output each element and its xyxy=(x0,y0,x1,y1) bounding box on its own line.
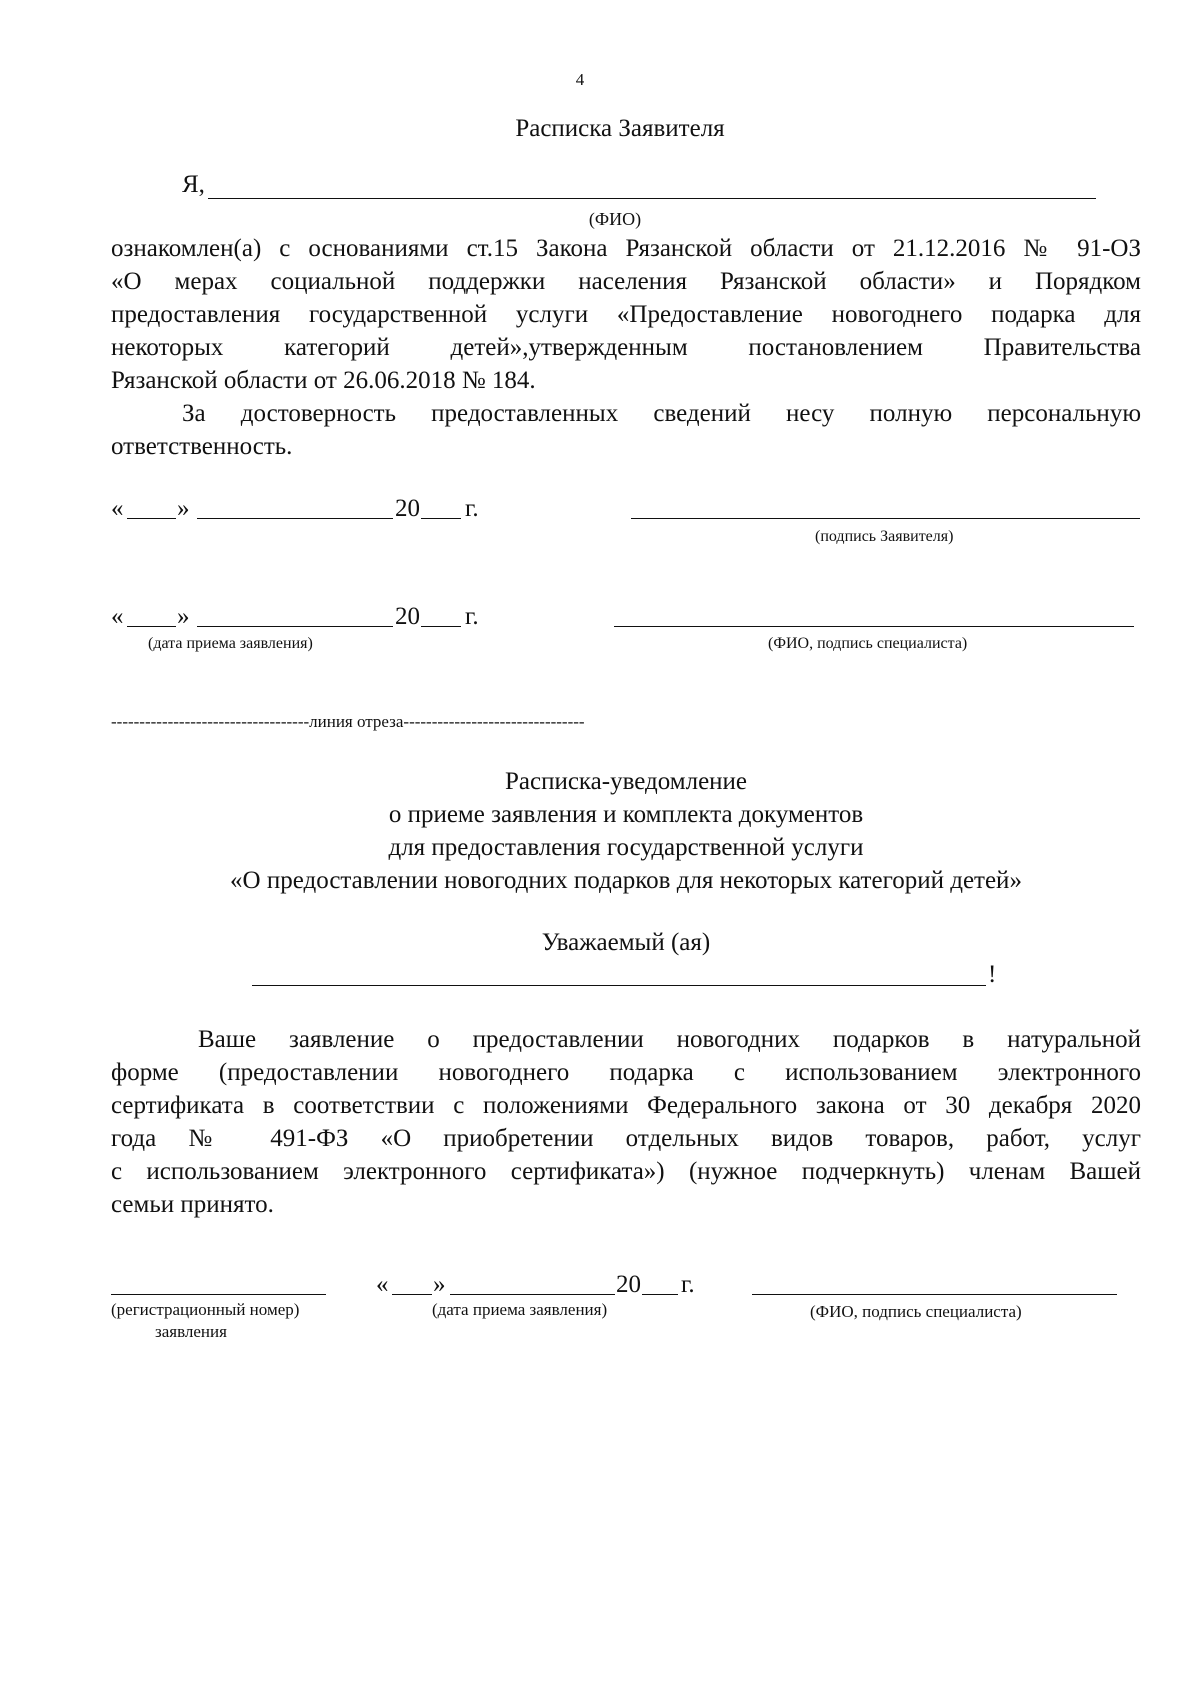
date1-year-field[interactable] xyxy=(421,518,461,519)
date1-open-quote: « xyxy=(111,495,124,522)
date1-close-quote: » xyxy=(177,495,190,522)
notice-body-line-6: семьи принято. xyxy=(111,1191,274,1218)
recipient-name-field[interactable] xyxy=(252,985,986,986)
date3-day-field[interactable] xyxy=(392,1294,432,1295)
notice-title-line-4: «О предоставлении новогодних подарков для некоторых категорий детей» xyxy=(230,867,1022,894)
para1-line-3: предоставления государственной услуги «Предоставление новогоднего подарка для xyxy=(111,301,1141,328)
notice-body-line-4: года № 491-ФЗ «О приобретении отдельных видов товаров, работ, услуг xyxy=(111,1125,1141,1152)
page-number: 4 xyxy=(575,70,585,89)
date2-open-quote: « xyxy=(111,603,124,630)
date3-year-field[interactable] xyxy=(642,1294,678,1295)
notice-title-line-3: для предоставления государственной услуги xyxy=(388,834,864,861)
para1-line-1: ознакомлен(а) с основаниями ст.15 Закона Рязанской области от 21.12.2016 № 91-ОЗ xyxy=(111,235,1141,262)
reg-number-field[interactable] xyxy=(111,1294,326,1295)
para1-line-5: Рязанской области от 26.06.2018 № 184. xyxy=(111,367,536,394)
applicant-signature-caption: (подпись Заявителя) xyxy=(815,528,954,545)
date1-year-prefix: 20 xyxy=(395,495,420,522)
date2-year-suffix: г. xyxy=(465,603,479,630)
specialist-signature-field-2[interactable] xyxy=(752,1294,1117,1295)
para2-line-1: За достоверность предоставленных сведений несу полную персональную xyxy=(182,400,1141,427)
date1-year-suffix: г. xyxy=(465,495,479,522)
date3-year-suffix: г. xyxy=(681,1271,695,1298)
para2-line-2: ответственность. xyxy=(111,433,293,460)
receipt-title: Расписка Заявителя xyxy=(515,115,725,142)
date3-year-prefix: 20 xyxy=(616,1271,641,1298)
date1-month-field[interactable] xyxy=(197,518,393,519)
date3-close-quote: » xyxy=(433,1271,446,1298)
reg-number-caption-2: заявления xyxy=(155,1322,227,1341)
fio-field-line[interactable] xyxy=(208,198,1096,199)
para1-line-4: некоторых категорий детей»,утвержденным постановлением Правительства xyxy=(111,334,1141,361)
notice-body-line-1: Ваше заявление о предоставлении новогодних подарков в натуральной xyxy=(198,1026,1141,1053)
specialist-caption-1: (ФИО, подпись специалиста) xyxy=(768,635,968,652)
notice-title-line-1: Расписка-уведомление xyxy=(504,768,748,795)
notice-title-line-2: о приеме заявления и комплекта документов xyxy=(388,801,864,828)
cut-line: -----------------------------------линия отреза-------------------------------- xyxy=(111,712,585,731)
specialist-caption-2: (ФИО, подпись специалиста) xyxy=(810,1302,1022,1321)
greeting-exclamation: ! xyxy=(988,961,997,988)
notice-body-line-3: сертификата в соответствии с положениями Федерального закона от 30 декабря 2020 xyxy=(111,1092,1141,1119)
notice-body-line-2: форме (предоставлении новогоднего подарка с использованием электронного xyxy=(111,1059,1141,1086)
i-prefix: Я, xyxy=(182,171,205,198)
fio-caption: (ФИО) xyxy=(588,209,642,229)
date2-month-field[interactable] xyxy=(197,626,393,627)
para1-line-2: «О мерах социальной поддержки населения Рязанской области» и Порядком xyxy=(111,268,1141,295)
reg-number-caption: (регистрационный номер) xyxy=(111,1300,300,1319)
greeting: Уважаемый (ая) xyxy=(541,929,711,956)
notice-body-line-5: с использованием электронного сертификата») (нужное подчеркнуть) членам Вашей xyxy=(111,1158,1141,1185)
specialist-signature-field-1[interactable] xyxy=(614,626,1134,627)
date3-caption: (дата приема заявления) xyxy=(432,1300,608,1319)
date2-year-prefix: 20 xyxy=(395,603,420,630)
date1-day-field[interactable] xyxy=(127,518,176,519)
date2-day-field[interactable] xyxy=(127,626,176,627)
acceptance-date-caption: (дата приема заявления) xyxy=(148,635,313,652)
date2-close-quote: » xyxy=(177,603,190,630)
date3-open-quote: « xyxy=(376,1271,389,1298)
applicant-signature-field[interactable] xyxy=(631,518,1140,519)
date3-month-field[interactable] xyxy=(450,1294,615,1295)
date2-year-field[interactable] xyxy=(421,626,461,627)
